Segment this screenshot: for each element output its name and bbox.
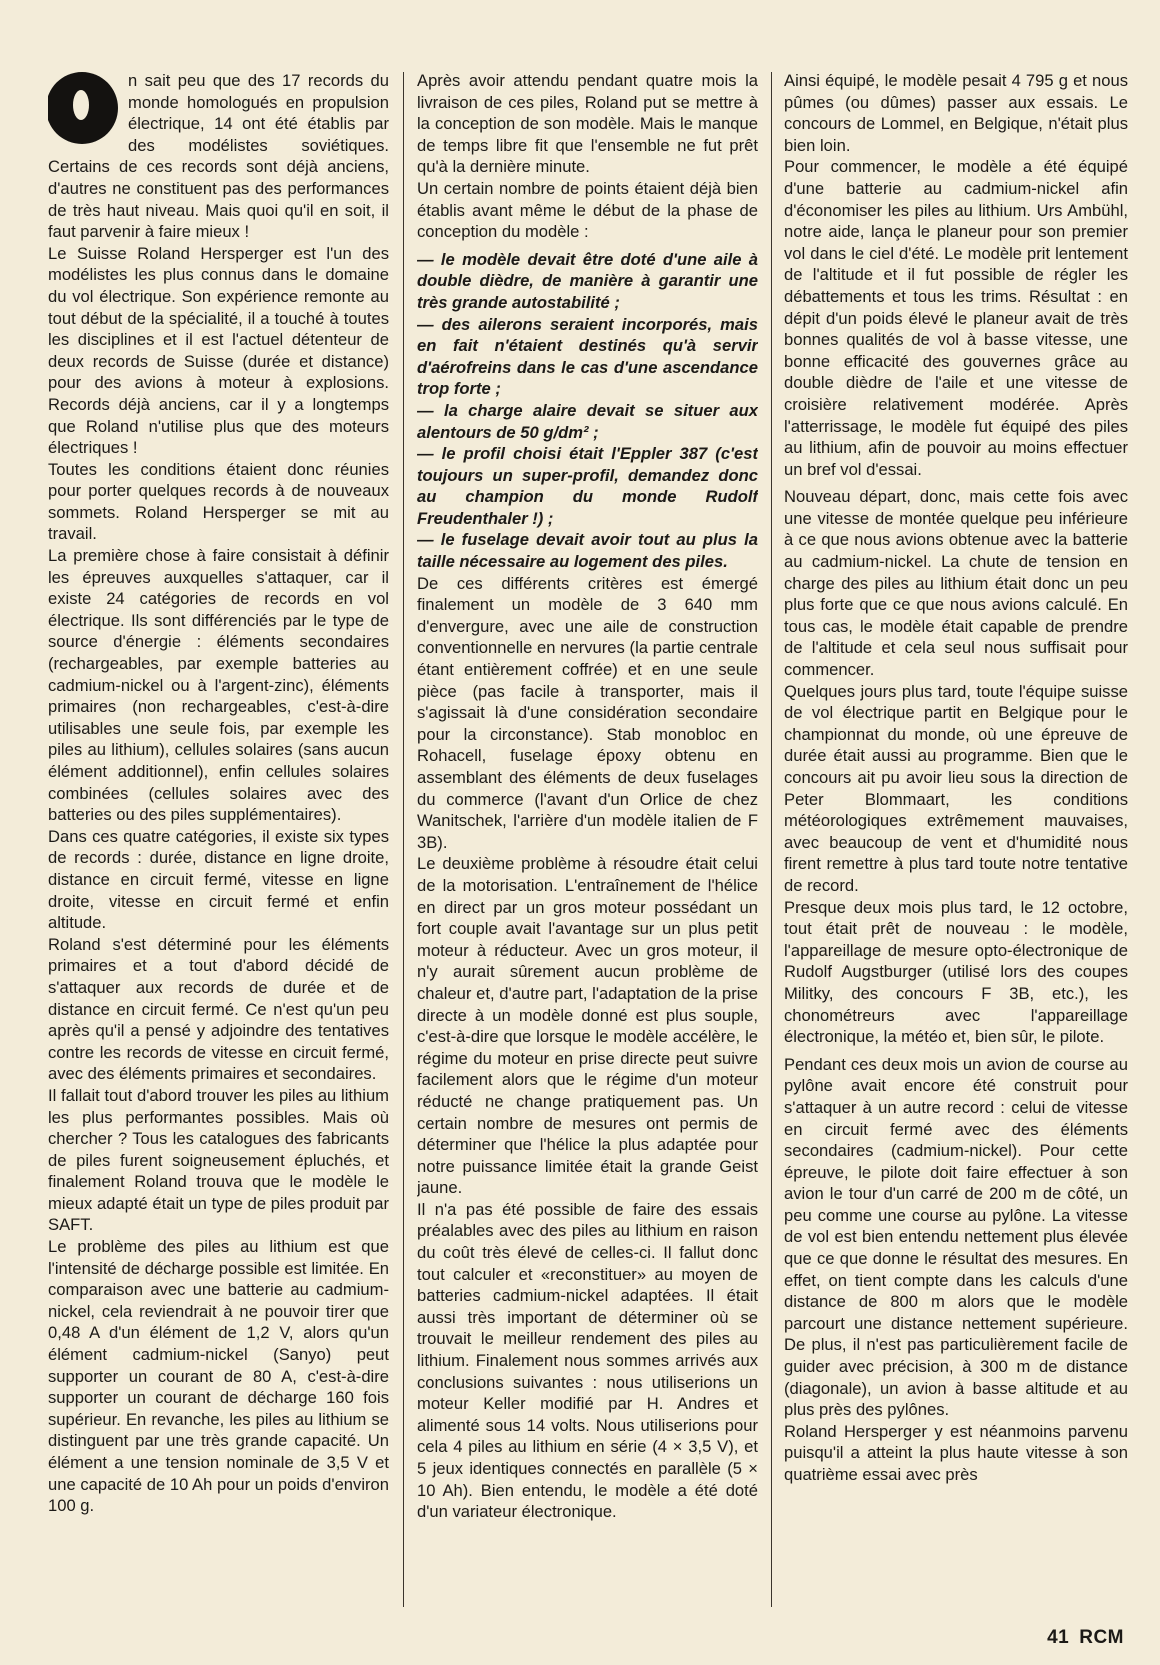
paragraph: Dans ces quatre catégories, il existe six types de records : durée, distance en ligne droite, distance en circuit fermé, vitesse en ligne droite, vitesse en circuit fermé et enfin altitude.: [48, 826, 389, 933]
paragraph: Le problème des piles au lithium est que l'intensité de décharge possible est limitée. En comparaison avec une batterie au cadmium-nickel, cela reviendrait à ne pouvoir tirer que 0,48 A d'un élément de 1,2 V, alors qu'un élément cadmium-nickel (Sanyo) peut supporter un courant de 80 A, c'est-à-dire supporter un courant de décharge 160 fois supérieur. En revanche, les piles au lithium se distinguent par une très grande capacité. Un élément a une tension nominale de 3,5 V et une capacité de 10 Ah pour un poids d'environ 100 g.: [48, 1237, 389, 1516]
paragraph: Il n'a pas été possible de faire des essais préalables avec des piles au lithium en raison du coût très élevé de celles-ci. Il fallut donc tout calculer et «reconstituer» au moyen de batteries cadmium-nickel adaptées. Il était aussi très important de déterminer où se trouvait le meilleur rendement des piles au lithium. Finalement nous sommes arrivés aux conclusions suivantes : nous utiliserions un moteur Keller modifié par H. Andres et alimenté sous 14 volts. Nous utiliserions pour cela 4 piles au lithium en série (4 × 3,5 V), et 5 jeux identiques connectés en parallèle (5 × 10 Ah). Bien entendu, le modèle a été doté d'un variateur électronique.: [417, 1199, 758, 1522]
paragraph: Il fallait tout d'abord trouver les piles au lithium les plus performantes possibles. Mais où chercher ? Tous les catalogues des fabricants de piles furent soigneusement épluchés, et finalement Roland trouva que le modèle le mieux adapté était un type de piles produit par SAFT.: [48, 1085, 389, 1235]
paragraph: Le deuxième problème à résoudre était celui de la motorisation. L'entraînement de l'hélice en direct par un gros moteur possédant un fort couple avait l'avantage sur un plus petit moteur à réducteur. Avec un gros moteur, il n'y aurait sûrement aucun problème de chaleur et, d'autre part, l'adaptation de la prise directe à un modèle donné est plus souple, c'est-à-dire que lorsque le modèle accélère, le régime du moteur en prise directe peut suivre facilement alors que le régime d'un moteur réducté ne change pratiquement pas. Un certain nombre de mesures ont permis de déterminer que l'hélice la plus adaptée pour notre puissance limitée était la grande Geist jaune.: [417, 854, 758, 1198]
paragraph: Presque deux mois plus tard, le 12 octobre, tout était prêt de nouveau : le modèle, l'appareillage de mesure opto-électronique de Rudolf Augstburger (utilisé lors des coupes Militky, des concours F 3B, etc.), les chonométreurs avec l'appareillage électronique, la météo et, bien sûr, le pilote.: [784, 897, 1128, 1047]
page-footer: [1047, 1627, 1124, 1649]
article-column-1: [48, 70, 389, 1605]
criteria-item: — la charge alaire devait se situer aux alentours de 50 g/dm² ;: [417, 400, 758, 442]
paragraph: Un certain nombre de points étaient déjà bien établis avant même le début de la phase de conception du modèle :: [417, 178, 758, 242]
paragraph: Pendant ces deux mois un avion de course au pylône avait encore été construit pour s'attaquer à un autre record : celui de vitesse en circuit fermé avec des éléments secondaires (cadmium-nickel). Pour cette épreuve, le pilote doit faire effectuer à son avion le tour d'un carré de 200 m de côté, un peu comme une course au pylône. La vitesse de vol est bien entendu nettement plus élevée que ce que donne le résultat des mesures. En effet, on tient compte dans les calculs d'une distance de 800 m alors que le modèle parcourt une distance nettement supérieure. De plus, il n'est pas particulièrement facile de guider avec précision, à 300 m de distance (diagonale), un avion à basse altitude et au plus près des pylônes.: [784, 1054, 1128, 1420]
page-number: 41: [1047, 1627, 1070, 1648]
paragraph: Après avoir attendu pendant quatre mois la livraison de ces piles, Roland put se mettre à la conception de son modèle. Mais le manque de temps libre fit que l'ensemble ne fut prêt qu'à la dernière minute.: [417, 71, 758, 177]
magazine-name: RCM: [1079, 1627, 1124, 1648]
paragraph: Pour commencer, le modèle a été équipé d'une batterie au cadmium-nickel afin d'économiser les piles au lithium. Urs Ambühl, notre aide, lança le planeur pour son premier vol dans le ciel d'été. Le modèle prit lentement de l'altitude et il fut possible de régler les débattements et tous les trims. Résultat : en dépit d'un poids élevé le planeur avait de très bonnes qualités de vol à basse vitesse, une bonne efficacité des gouvernes grâce au double dièdre de l'aile et une vitesse de croisière relativement modérée. Après l'atterrissage, le modèle fut équipé des piles au lithium, afin de pouvoir au moins effectuer un bref vol d'essai.: [784, 157, 1128, 479]
paragraph: Quelques jours plus tard, toute l'équipe suisse de vol électrique partit en Belgique pour le championnat du monde, où une épreuve de durée était aussi au programme. Bien que le concours ait pu avoir lieu sous la direction de Peter Blommaart, les conditions météorologiques extrêmement mauvaises, avec beaucoup de vent et d'humidité nous firent remettre à plus tard toute notre tentative de record.: [784, 681, 1128, 895]
article-column-3: [784, 70, 1128, 1605]
paragraph: Nouveau départ, donc, mais cette fois avec une vitesse de montée quelque peu inférieure à ce que nous avions obtenue avec la batterie au cadmium-nickel. La chute de tension en charge des piles au lithium était donc un peu plus forte que ce que nous avions calculé. En tous cas, le modèle était capable de prendre de l'altitude et cela seul nous suffisait pour commencer.: [784, 487, 1128, 680]
criteria-item: — le profil choisi était l'Eppler 387 (c'est toujours un super-profil, demandez donc au champion du monde Rudolf Freudenthaler !) ;: [417, 444, 758, 528]
paragraph: n sait peu que des 17 records du monde homologués en propulsion électrique, 14 ont été établis par des modélistes soviétiques. Certains de ces records sont déjà anciens, d'autres ne constituent pas des performances de très haut niveau. Mais quoi qu'il en soit, il faut parvenir à faire mieux !: [48, 71, 389, 242]
paragraph: De ces différents critères est émergé finalement un modèle de 3 640 mm d'envergure, avec une aile de construction conventionnelle en nervures (la partie centrale étant entièrement coffrée) et en une seule pièce (pas facile à transporter, mais il s'agissait là d'une considération secondaire pour la circonstance). Stab monobloc en Rohacell, fuselage époxy obtenu en assemblant des éléments de deux fuselages du commerce (l'avant d'un Orlice de chez Wanitschek, l'arrière d'un modèle italien de F 3B).: [417, 573, 758, 852]
drop-cap-o: [48, 72, 118, 144]
paragraph: Roland Hersperger y est néanmoins parvenu puisqu'il a atteint la plus haute vitesse à son quatrième essai avec près: [784, 1421, 1128, 1484]
column-divider: [403, 72, 404, 1607]
article-column-2: [417, 70, 758, 1605]
paragraph: Roland s'est déterminé pour les éléments primaires et a tout d'abord décidé de s'attaquer aux records de durée et de distance en circuit fermé. Ce n'est qu'un peu après qu'il a pensé y adjoindre des tentatives contre les records de vitesse en circuit fermé, avec des éléments primaires et secondaires.: [48, 934, 389, 1084]
paragraph: Le Suisse Roland Hersperger est l'un des modélistes les plus connus dans le domaine du vol électrique. Son expérience remonte au tout début de la spécialité, il a touché à toutes les disciplines et il est l'actuel détenteur de deux records de Suisse (durée et distance) pour des avions à moteur à explosions. Records déjà anciens, car il y a longtemps que Roland n'utilise plus que des moteurs électriques !: [48, 243, 389, 458]
paragraph: Ainsi équipé, le modèle pesait 4 795 g et nous pûmes (ou dûmes) passer aux essais. Le concours de Lommel, en Belgique, n'était plus bien loin.: [784, 71, 1128, 155]
paragraph: Toutes les conditions étaient donc réunies pour porter quelques records à de nouveaux sommets. Roland Hersperger se mit au travail.: [48, 459, 389, 544]
column-divider: [771, 72, 772, 1607]
criteria-item: — le fuselage devait avoir tout au plus la taille nécessaire au logement des piles.: [417, 530, 758, 572]
paragraph: La première chose à faire consistait à définir les épreuves auxquelles s'attaquer, car il existe 24 catégories de records en vol électrique. Ils sont différenciés par le type de source d'énergie : éléments secondaires (rechargeables, par exemple batteries au cadmium-nickel ou à l'argent-zinc), éléments primaires (non rechargeables, c'est-à-dire utilisables une seule fois, par exemple les piles au lithium), cellules solaires (sans aucun élément additionnel), enfin cellules solaires combinées (cellules solaires avec des batteries ou des piles supplémentaires).: [48, 546, 389, 825]
criteria-item: — le modèle devait être doté d'une aile à double dièdre, de manière à garantir une très grande autostabilité ;: [417, 249, 758, 312]
criteria-item: — des ailerons seraient incorporés, mais en fait n'étaient destinés qu'à servir d'aérofreins dans le cas d'une ascendance trop forte ;: [417, 314, 758, 399]
